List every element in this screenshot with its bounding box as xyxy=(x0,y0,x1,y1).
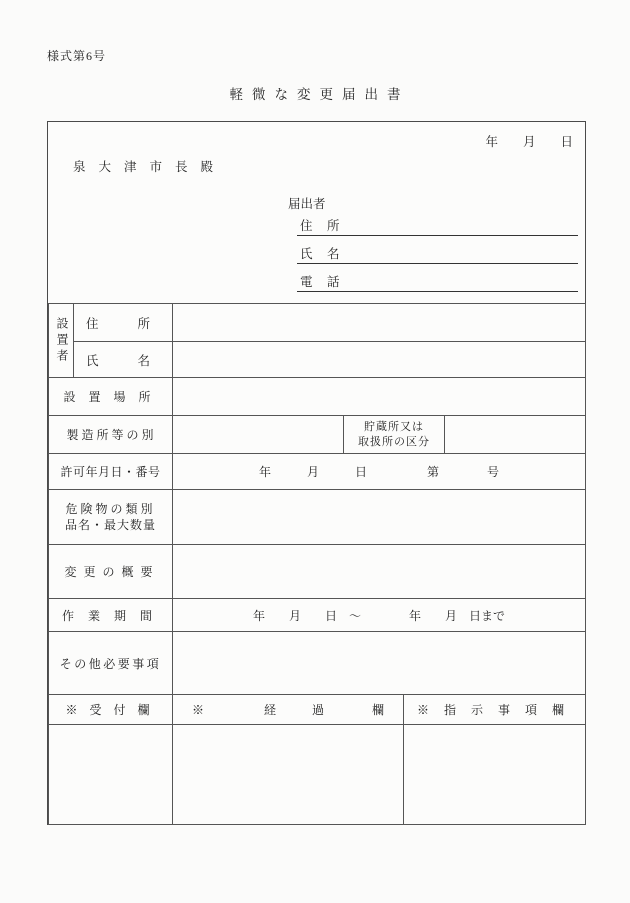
installer-address-input-cell[interactable] xyxy=(173,304,586,342)
change-summary-label-cell: 変更の概要 xyxy=(49,545,173,599)
storage-category-label-cell xyxy=(344,416,445,454)
installer-name-input-cell[interactable] xyxy=(173,342,586,378)
notifier-name-field[interactable] xyxy=(297,237,578,264)
form-table xyxy=(48,303,586,825)
form-header-section xyxy=(48,122,585,303)
submission-date-blank: 年 月 日 xyxy=(485,135,573,149)
installer-name-label-first: 氏 xyxy=(86,353,99,368)
table-row xyxy=(49,545,586,599)
hazmat-label-line1: 危険物の類別 xyxy=(65,502,156,516)
installer-address-label-first: 住 xyxy=(86,316,99,331)
table-row xyxy=(49,378,586,416)
permit-date-number-label-cell: 許可年月日・番号 xyxy=(49,454,173,490)
notifier-phone-field[interactable] xyxy=(297,265,578,292)
installer-group-header-cell xyxy=(49,304,74,378)
installer-name-label-second: 名 xyxy=(137,353,150,368)
table-row xyxy=(49,695,586,725)
notifier-address-field[interactable] xyxy=(297,209,578,236)
work-period-label-cell: 作業期間 xyxy=(49,599,173,632)
facility-category-label-cell: 製造所等の別 xyxy=(49,416,173,454)
work-period-input-cell[interactable]: 年 月 日 ～ 年 月 日まで xyxy=(173,599,586,632)
hazmat-label-line2: 品名・最大数量 xyxy=(64,518,156,532)
table-row xyxy=(49,416,586,454)
directions-column-header: ※指示事項欄 xyxy=(404,695,586,725)
notifier-address-label: 住 所 xyxy=(300,219,341,233)
installer-name-label-cell xyxy=(74,342,173,378)
table-row xyxy=(49,490,586,545)
form-border-box xyxy=(47,121,586,825)
location-input-cell[interactable] xyxy=(173,378,586,416)
installer-address-label-cell xyxy=(74,304,173,342)
table-row xyxy=(49,454,586,490)
hazmat-input-cell[interactable] xyxy=(173,490,586,545)
change-summary-input-cell[interactable] xyxy=(173,545,586,599)
permit-date-number-input-cell[interactable]: 年 月 日 第 号 xyxy=(173,454,586,490)
page-title: 軽微な変更届出書 xyxy=(229,87,410,102)
form-number: 様式第6号 xyxy=(47,49,107,63)
notifier-phone-label: 電 話 xyxy=(300,275,341,289)
table-row xyxy=(49,725,586,825)
reception-column-header: ※受付欄 xyxy=(49,695,173,725)
storage-category-label-line2: 取扱所の区分 xyxy=(358,435,430,448)
storage-category-label-line1: 貯蔵所又は xyxy=(364,420,424,433)
progress-column-header: ※ 経 過 欄 xyxy=(173,695,404,725)
addressee-mayor: 泉大津市長殿 xyxy=(73,160,227,174)
table-row xyxy=(49,342,586,378)
other-items-input-cell[interactable] xyxy=(173,632,586,695)
table-row xyxy=(49,304,586,342)
notifier-name-label: 氏 名 xyxy=(300,247,341,261)
hazmat-label-cell xyxy=(49,490,173,545)
installer-group-label: 設置者 xyxy=(55,316,69,365)
installer-address-label-second: 所 xyxy=(137,316,150,331)
reception-entry-cell[interactable] xyxy=(49,725,173,825)
table-row xyxy=(49,632,586,695)
location-label-cell: 設置場所 xyxy=(49,378,173,416)
table-row xyxy=(49,599,586,632)
progress-entry-cell[interactable] xyxy=(173,725,404,825)
directions-entry-cell[interactable] xyxy=(404,725,586,825)
notifier-label: 届出者 xyxy=(288,197,326,211)
other-items-label-cell: その他必要事項 xyxy=(49,632,173,695)
facility-category-input-cell[interactable] xyxy=(173,416,344,454)
storage-category-input-cell[interactable] xyxy=(445,416,586,454)
